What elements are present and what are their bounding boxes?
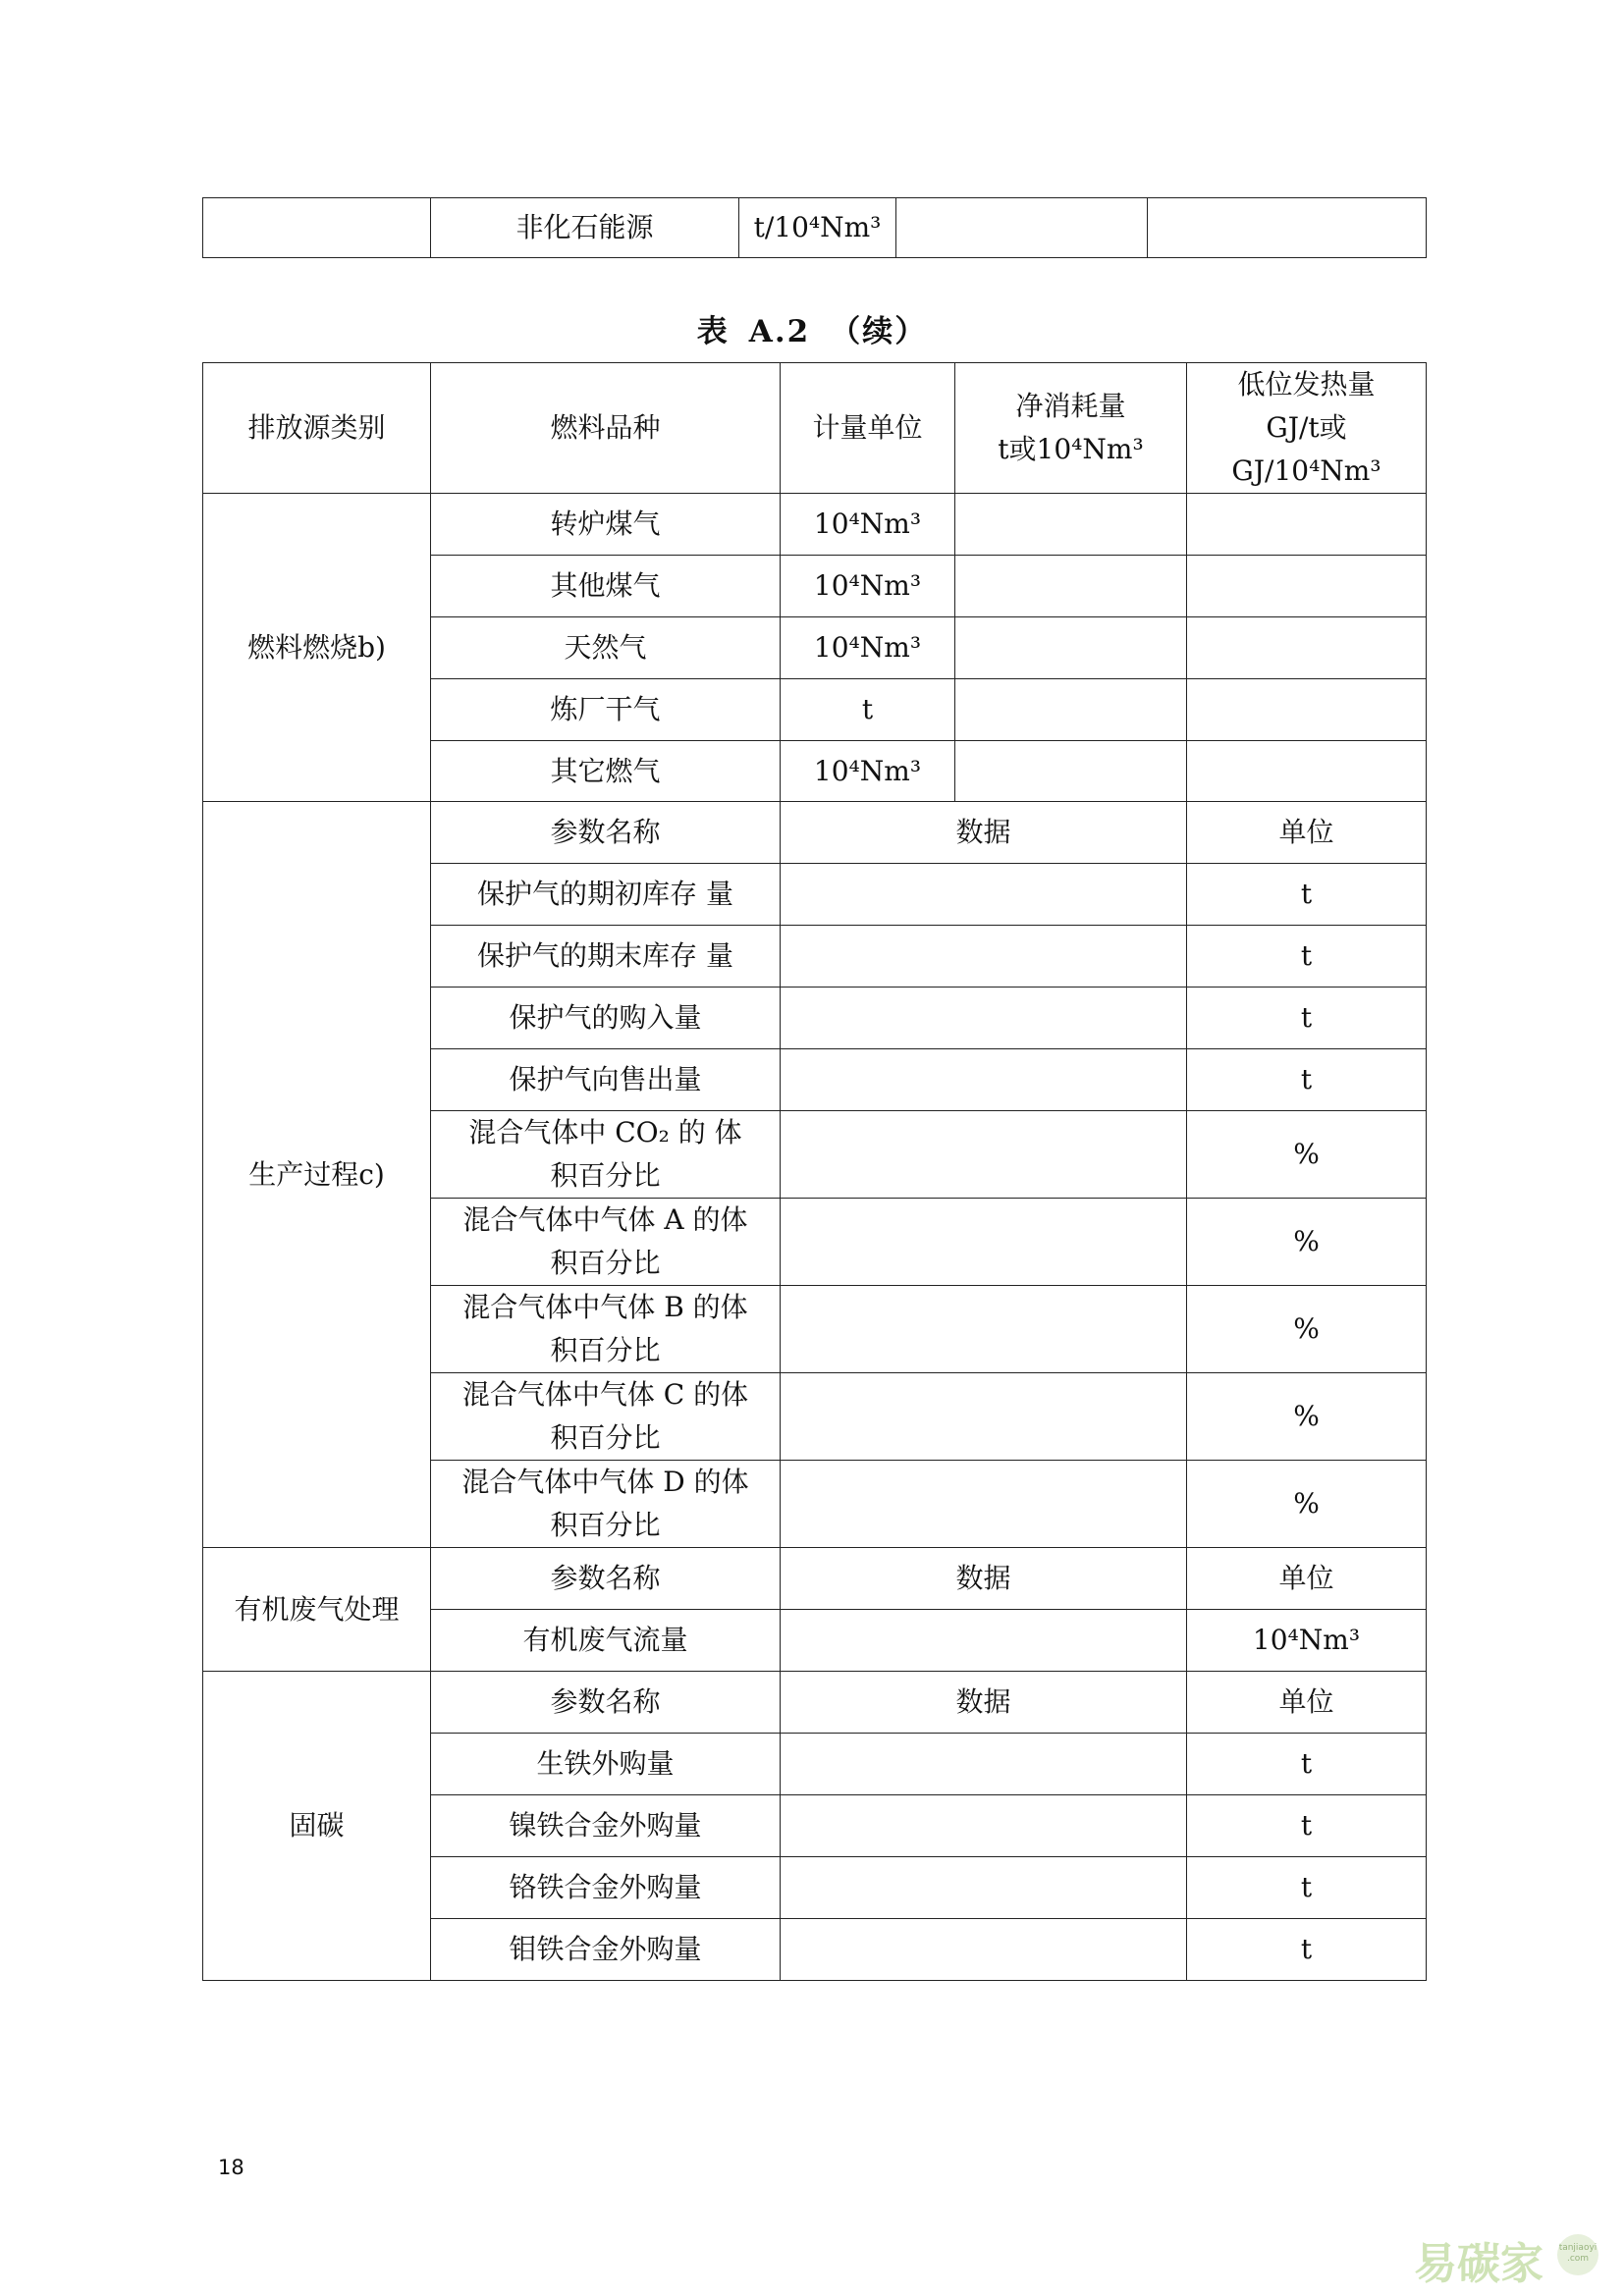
param-name-line1: 混合气体中气体 B 的体 xyxy=(462,1291,748,1323)
cell-consumption[interactable] xyxy=(955,679,1187,741)
previous-table-fragment xyxy=(202,197,1427,258)
fuel-unit: 10⁴Nm³ xyxy=(781,617,955,679)
cell-consumption[interactable] xyxy=(955,741,1187,802)
param-unit: t xyxy=(1187,988,1427,1049)
table-row xyxy=(203,198,1427,258)
caption-number: A.2 xyxy=(748,314,811,349)
cell-data[interactable] xyxy=(781,1461,1187,1548)
fuel-name: 其它燃气 xyxy=(431,741,781,802)
category-fuel-combustion: 燃料燃烧b) xyxy=(203,494,431,802)
param-name xyxy=(431,1461,781,1548)
category-production-process: 生产过程c) xyxy=(203,802,431,1548)
fuel-name: 天然气 xyxy=(431,617,781,679)
cell-heat-value[interactable] xyxy=(1187,556,1427,617)
param-name-line1: 混合气体中气体 C 的体 xyxy=(461,1378,749,1411)
cell-consumption[interactable] xyxy=(955,617,1187,679)
cell-data[interactable] xyxy=(781,1795,1187,1857)
param-unit: t xyxy=(1187,1795,1427,1857)
param-unit: % xyxy=(1187,1461,1427,1548)
param-name-line2: 积百分比 xyxy=(550,1421,661,1454)
cell-blank xyxy=(1148,198,1427,258)
param-name-line2: 积百分比 xyxy=(550,1509,661,1541)
header-row xyxy=(203,363,1427,494)
fuel-name: 转炉煤气 xyxy=(431,494,781,556)
fuel-unit: t xyxy=(781,679,955,741)
param-name: 保护气向售出量 xyxy=(431,1049,781,1111)
data-header: 数据 xyxy=(781,1672,1187,1734)
param-unit: % xyxy=(1187,1111,1427,1199)
param-unit: 10⁴Nm³ xyxy=(1187,1610,1427,1672)
fuel-unit: 10⁴Nm³ xyxy=(781,494,955,556)
cell-blank xyxy=(203,198,431,258)
watermark-text: 易碳家 xyxy=(1414,2239,1543,2289)
header-heat-value xyxy=(1187,363,1427,494)
unit-header: 单位 xyxy=(1187,1548,1427,1610)
cell-data[interactable] xyxy=(781,1049,1187,1111)
cell-data[interactable] xyxy=(781,926,1187,988)
param-unit: % xyxy=(1187,1286,1427,1373)
cell-heat-value[interactable] xyxy=(1187,494,1427,556)
cell-data[interactable] xyxy=(781,1919,1187,1981)
header-consumption xyxy=(955,363,1187,494)
param-unit: t xyxy=(1187,1734,1427,1795)
cell-data[interactable] xyxy=(781,864,1187,926)
param-name-line2: 积百分比 xyxy=(550,1334,661,1366)
cell-data[interactable] xyxy=(781,1373,1187,1461)
param-unit: t xyxy=(1187,864,1427,926)
param-name: 铬铁合金外购量 xyxy=(431,1857,781,1919)
param-name-line2: 积百分比 xyxy=(550,1159,661,1192)
data-header: 数据 xyxy=(781,1548,1187,1610)
header-heat-line1: 低位发热量 xyxy=(1237,368,1376,400)
cell-data[interactable] xyxy=(781,988,1187,1049)
cell-consumption[interactable] xyxy=(955,494,1187,556)
cell-data[interactable] xyxy=(781,1286,1187,1373)
cell-data[interactable] xyxy=(781,1857,1187,1919)
param-name: 生铁外购量 xyxy=(431,1734,781,1795)
param-unit: t xyxy=(1187,1049,1427,1111)
param-name: 保护气的购入量 xyxy=(431,988,781,1049)
param-name xyxy=(431,1373,781,1461)
fuel-unit: 10⁴Nm³ xyxy=(781,741,955,802)
header-fuel: 燃料品种 xyxy=(431,363,781,494)
param-unit: t xyxy=(1187,1857,1427,1919)
param-unit: t xyxy=(1187,926,1427,988)
param-name: 保护气的期末库存 量 xyxy=(431,926,781,988)
header-heat-line2: GJ/t或GJ/10⁴Nm³ xyxy=(1231,411,1381,487)
header-consumption-line1: 净消耗量 xyxy=(1015,390,1126,422)
category-carbon-fixation: 固碳 xyxy=(203,1672,431,1981)
param-name-line2: 积百分比 xyxy=(550,1247,661,1279)
subheader-row xyxy=(203,1672,1427,1734)
category-organic-exhaust: 有机废气处理 xyxy=(203,1548,431,1672)
fuel-name: 其他煤气 xyxy=(431,556,781,617)
cell-unit: t/10⁴Nm³ xyxy=(739,198,896,258)
page-number: 18 xyxy=(218,2156,244,2179)
param-name xyxy=(431,1286,781,1373)
unit-header: 单位 xyxy=(1187,1672,1427,1734)
param-name: 镍铁合金外购量 xyxy=(431,1795,781,1857)
cell-blank xyxy=(896,198,1148,258)
param-name-header: 参数名称 xyxy=(431,1548,781,1610)
param-name-header: 参数名称 xyxy=(431,802,781,864)
cell-heat-value[interactable] xyxy=(1187,617,1427,679)
cell-data[interactable] xyxy=(781,1734,1187,1795)
param-unit: % xyxy=(1187,1373,1427,1461)
cell-heat-value[interactable] xyxy=(1187,679,1427,741)
fuel-unit: 10⁴Nm³ xyxy=(781,556,955,617)
cell-fuel: 非化石能源 xyxy=(431,198,739,258)
caption-continued: （续） xyxy=(830,314,928,349)
param-name xyxy=(431,1111,781,1199)
watermark-badge: tanjiaoyi .com xyxy=(1557,2234,1598,2275)
cell-data[interactable] xyxy=(781,1610,1187,1672)
cell-consumption[interactable] xyxy=(955,556,1187,617)
param-name-header: 参数名称 xyxy=(431,1672,781,1734)
table-row xyxy=(203,494,1427,556)
cell-data[interactable] xyxy=(781,1199,1187,1286)
cell-data[interactable] xyxy=(781,1111,1187,1199)
subheader-row xyxy=(203,802,1427,864)
header-category: 排放源类别 xyxy=(203,363,431,494)
fuel-name: 炼厂干气 xyxy=(431,679,781,741)
param-name-line1: 混合气体中 CO₂ 的 体 xyxy=(468,1116,742,1148)
cell-heat-value[interactable] xyxy=(1187,741,1427,802)
unit-header: 单位 xyxy=(1187,802,1427,864)
param-name: 保护气的期初库存 量 xyxy=(431,864,781,926)
param-name: 钼铁合金外购量 xyxy=(431,1919,781,1981)
caption-label: 表 xyxy=(696,314,730,349)
param-unit: t xyxy=(1187,1919,1427,1981)
param-name xyxy=(431,1199,781,1286)
header-unit: 计量单位 xyxy=(781,363,955,494)
param-name: 有机废气流量 xyxy=(431,1610,781,1672)
param-name-line1: 混合气体中气体 D 的体 xyxy=(461,1466,749,1498)
param-unit: % xyxy=(1187,1199,1427,1286)
table-caption xyxy=(0,306,1624,350)
header-consumption-line2: t或10⁴Nm³ xyxy=(998,433,1144,465)
watermark-logo xyxy=(1414,2228,1600,2289)
table-a2-continued xyxy=(202,362,1427,1981)
param-name-line1: 混合气体中气体 A 的体 xyxy=(462,1203,748,1236)
subheader-row xyxy=(203,1548,1427,1610)
data-header: 数据 xyxy=(781,802,1187,864)
